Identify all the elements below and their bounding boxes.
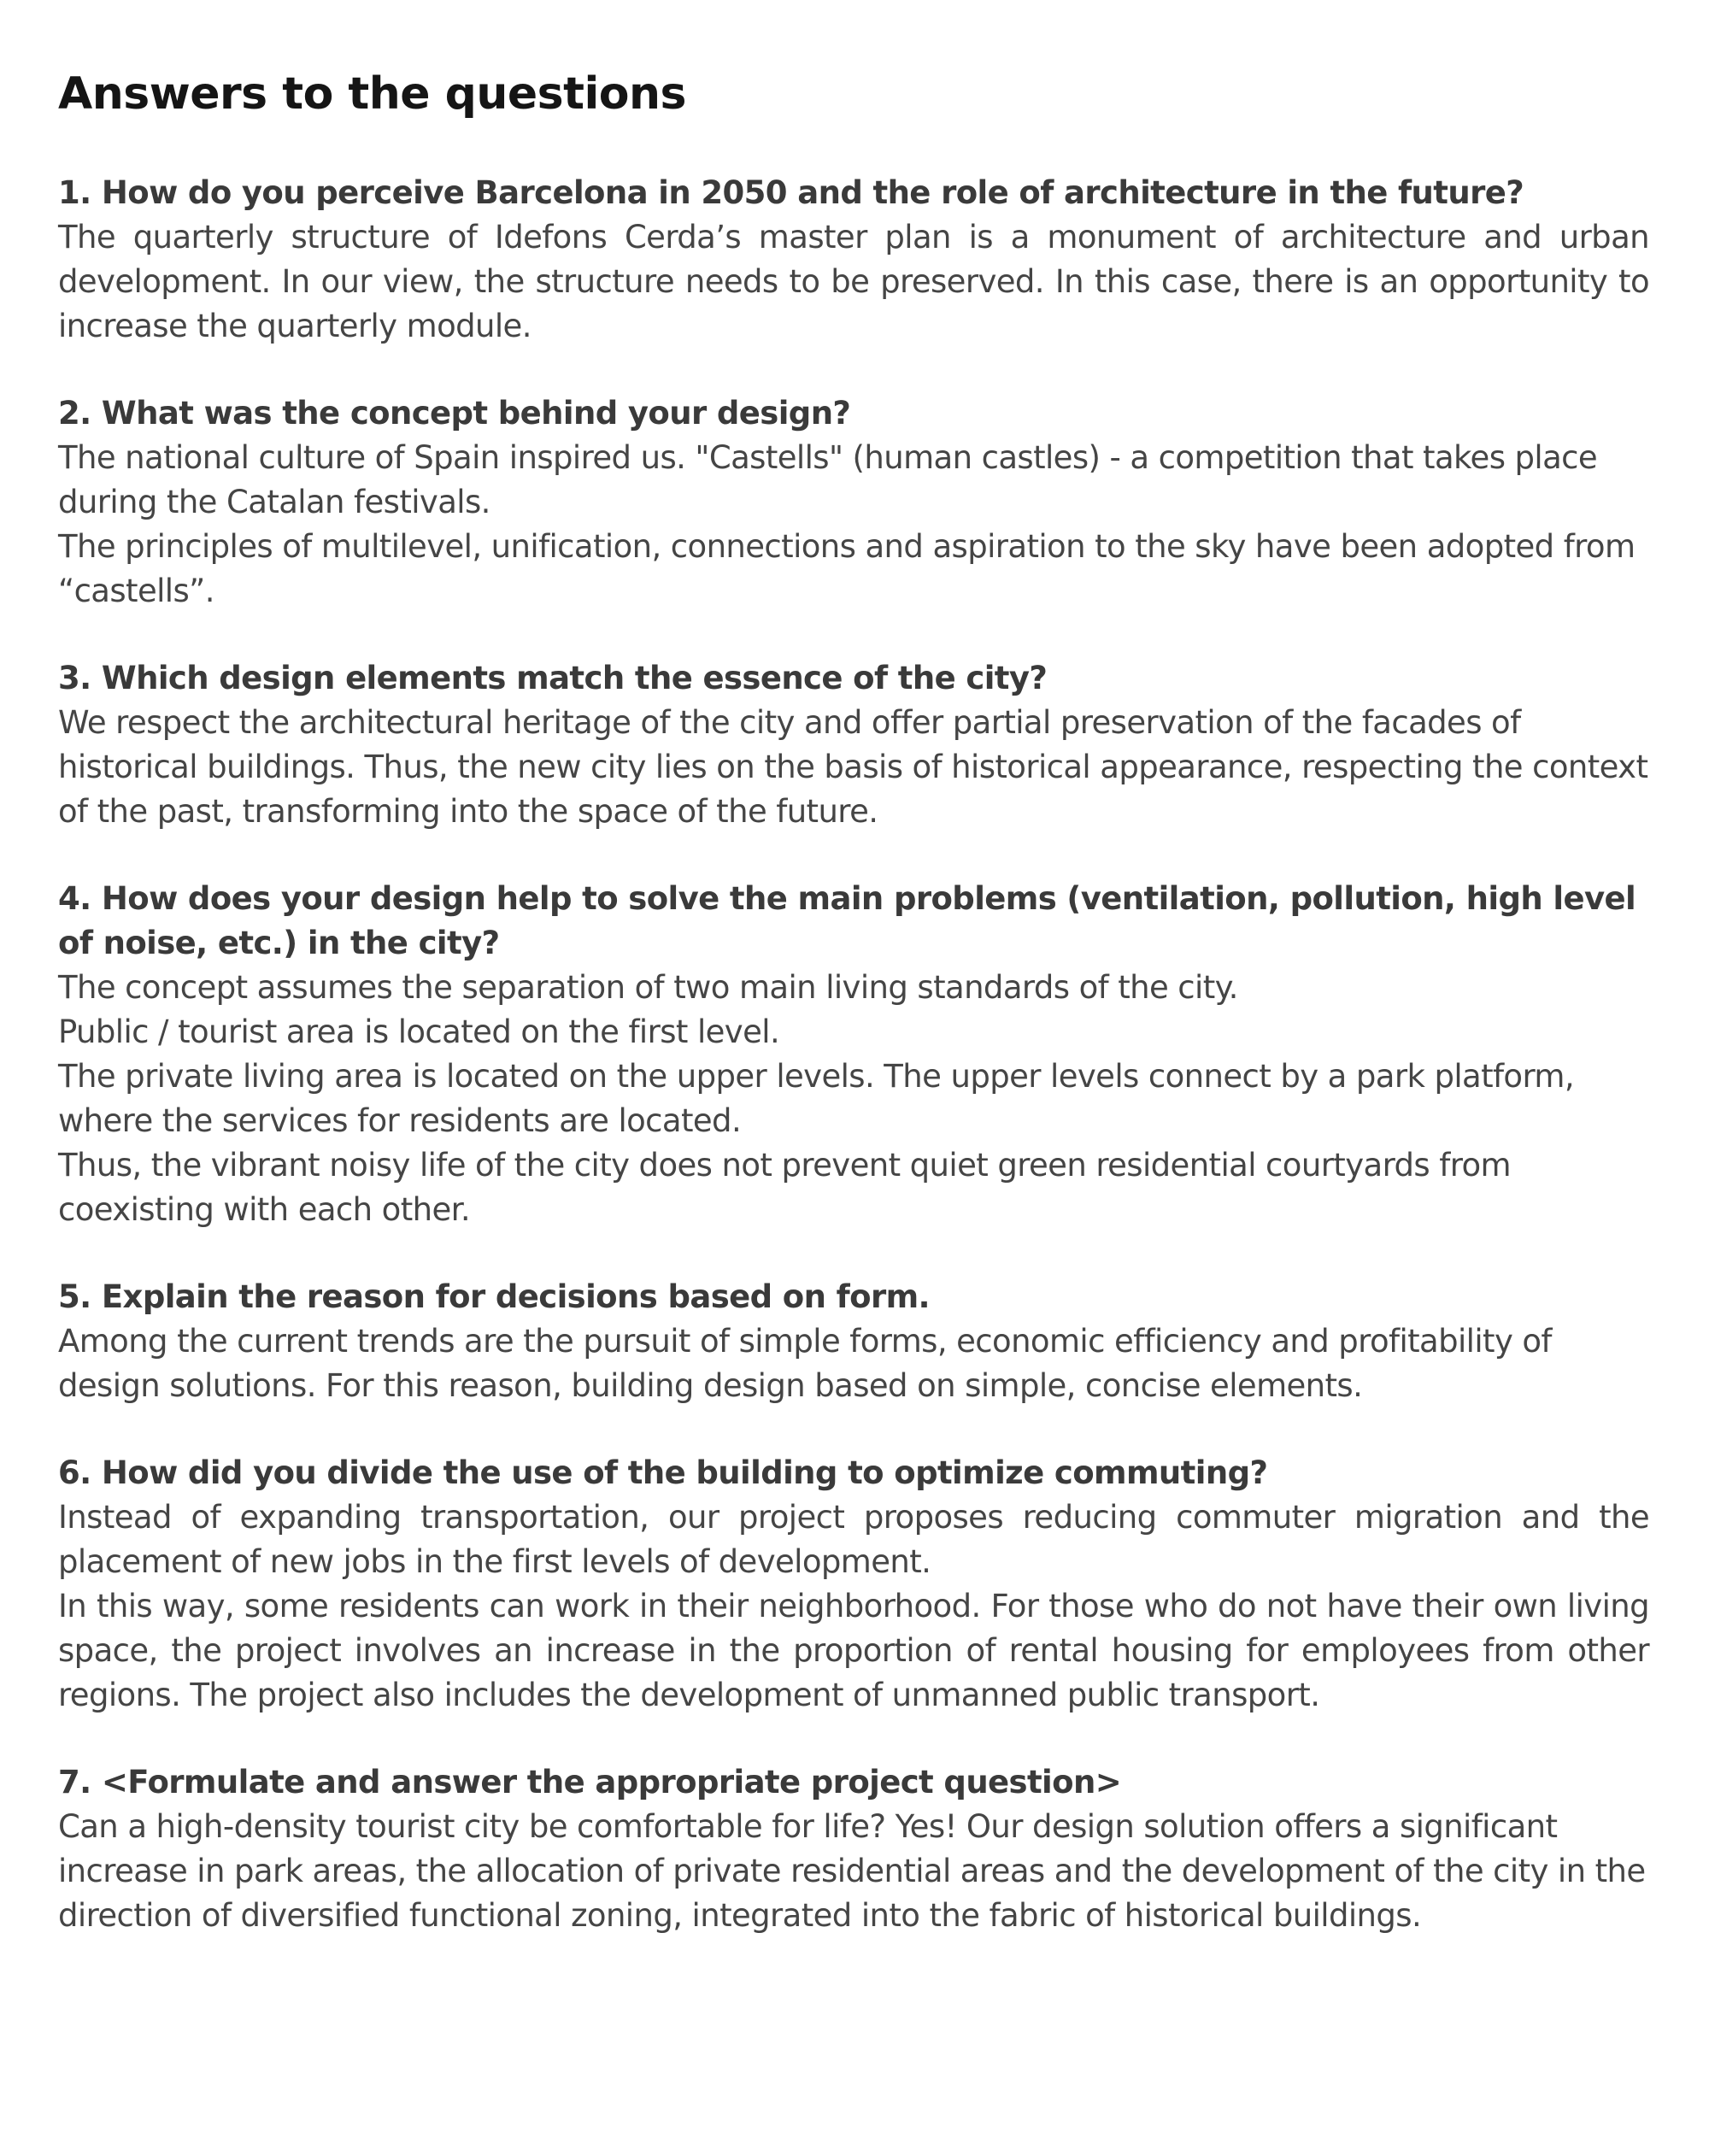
answer-5-paragraph-1: Among the current trends are the pursuit of simple forms, economic efficiency and profitability of design solutions. For this reason, building design based on simple, concise elements. — [58, 1323, 1552, 1404]
answer-4-paragraph-2: Public / tourist area is located on the first level. — [58, 1013, 780, 1050]
question-3: 3. Which design elements match the essence of the city? — [58, 660, 1048, 696]
question-4: 4. How does your design help to solve the main problems (ventilation, pollution, high level of noise, etc.) in the city? — [58, 880, 1636, 961]
answer-6-paragraph-2: In this way, some residents can work in their neighborhood. For those who do not have their own living space, the project involves an increase in the proportion of rental housing for employees from other regions. The project also includes the development of unmanned public transport. — [58, 1588, 1649, 1713]
document-page — [58, 60, 1649, 1981]
question-2: 2. What was the concept behind your design? — [58, 395, 851, 432]
answer-4-paragraph-4: Thus, the vibrant noisy life of the city does not prevent quiet green residential courtyards from coexisting with each other. — [58, 1147, 1511, 1228]
question-6: 6. How did you divide the use of the building to optimize commuting? — [58, 1454, 1268, 1491]
answer-4-paragraph-1: The concept assumes the separation of two main living standards of the city. — [58, 969, 1238, 1006]
qa-section-2 — [58, 391, 1649, 614]
question-1: 1. How do you perceive Barcelona in 2050 and the role of architecture in the future? — [58, 174, 1524, 211]
question-7: 7. <Formulate and answer the appropriate project question> — [58, 1764, 1122, 1801]
answer-2-paragraph-2: The principles of multilevel, unification, connections and aspiration to the sky have been adopted from “castells”. — [58, 528, 1636, 609]
answer-2-paragraph-1: The national culture of Spain inspired us. "Castells" (human castles) - a competition that takes place during the Catalan festivals. — [58, 439, 1598, 520]
qa-section-3 — [58, 656, 1649, 834]
answer-7-paragraph-1: Can a high-density tourist city be comfortable for life? Yes! Our design solution offers a significant increase in park areas, the allocation of private residential areas and the development of the city in the direction of diversified functional zoning, integrated into the fabric of historical buildings. — [58, 1808, 1646, 1934]
document-title: Answers to the questions — [58, 68, 686, 120]
qa-section-5 — [58, 1275, 1649, 1408]
answer-3-paragraph-1: We respect the architectural heritage of the city and offer partial preservation of the facades of historical buildings. Thus, the new city lies on the basis of historical appearance, respecting the context of the past, transforming into the space of the future. — [58, 704, 1648, 830]
qa-section-7 — [58, 1760, 1649, 1938]
qa-section-6 — [58, 1451, 1649, 1718]
answer-4-paragraph-3: The private living area is located on the upper levels. The upper levels connect by a park platform, where the services for residents are located. — [58, 1058, 1575, 1139]
answer-1-paragraph-1: The quarterly structure of Idefons Cerda’s master plan is a monument of architecture and urban development. In our view, the structure needs to be preserved. In this case, there is an opportunity to increase the quarterly module. — [58, 219, 1649, 344]
question-5: 5. Explain the reason for decisions based on form. — [58, 1278, 931, 1315]
answer-6-paragraph-1: Instead of expanding transportation, our project proposes reducing commuter migration and the placement of new jobs in the first levels of development. — [58, 1499, 1649, 1580]
qa-section-4 — [58, 877, 1649, 1232]
qa-section-1 — [58, 171, 1649, 349]
